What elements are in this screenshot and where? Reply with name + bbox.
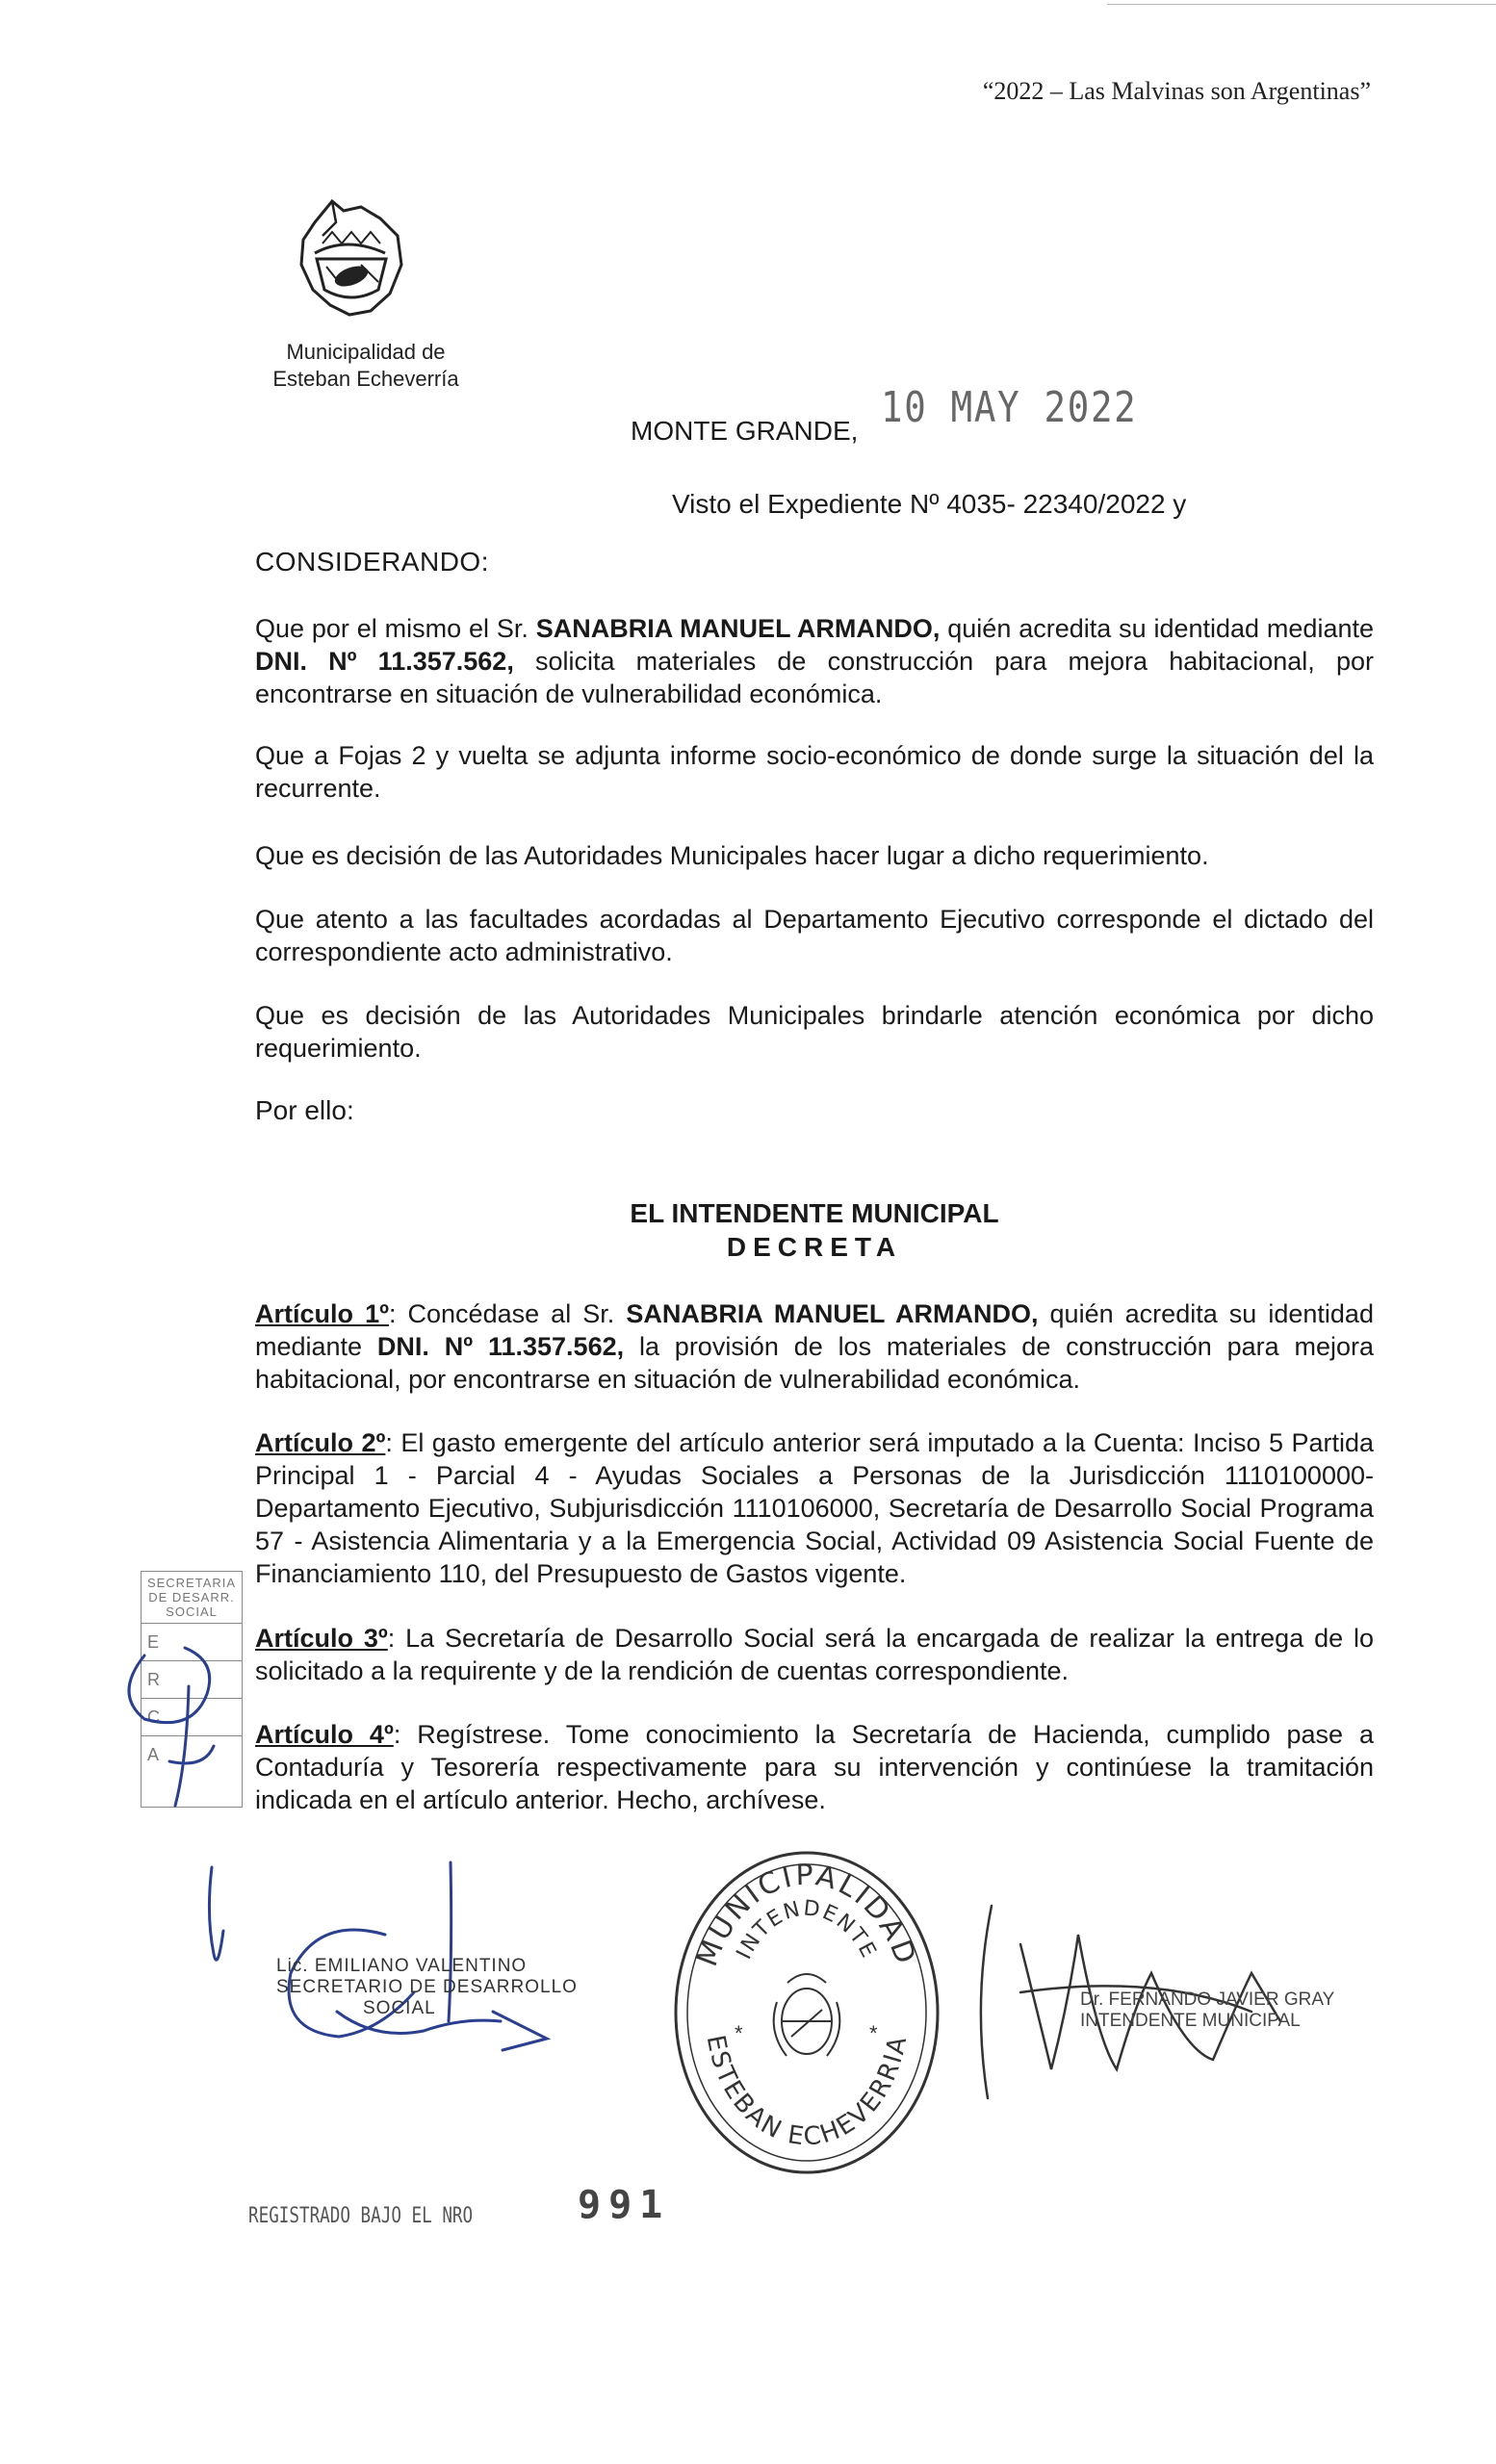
considerando-paragraph-4: Que atento a las facultades acordadas al Departamento Ejecutivo corresponde el dictado del correspondiente acto administrativo. bbox=[255, 905, 1374, 966]
municipal-crest-icon bbox=[294, 197, 404, 318]
side-stamp-row: R bbox=[142, 1661, 242, 1699]
left-signer-stamp bbox=[276, 1956, 578, 2019]
svg-text:*: * bbox=[869, 2021, 878, 2045]
side-stamp-row: A bbox=[147, 1745, 160, 1764]
left-margin-mark bbox=[209, 1867, 223, 1960]
article-1: Artículo 1º: Concédase al Sr. SANABRIA MANUEL ARMANDO, quién acredita su identidad mediante DNI. Nº 11.357.562, la provisión de los materiales de construcción para mejora habitacional, por encontrarse en situación de vulnerabilidad económica. bbox=[255, 1299, 1374, 1394]
right-signer-stamp bbox=[1080, 1989, 1334, 2032]
left-signer-title-2: SOCIAL bbox=[363, 1998, 436, 2018]
secretaria-side-stamp bbox=[141, 1571, 243, 1808]
considerando-paragraph-3: Que es decisión de las Autoridades Municipales hacer lugar a dicho requerimiento. bbox=[255, 841, 1209, 870]
scan-edge-line bbox=[1107, 4, 1496, 5]
left-signer-title: SECRETARIO DE DESARROLLO bbox=[276, 1977, 578, 1997]
year-motto: “2022 – Las Malvinas son Argentinas” bbox=[982, 77, 1371, 105]
side-stamp-title: SECRETARIA DE DESARR. SOCIAL bbox=[142, 1572, 242, 1624]
municipality-line1: Municipalidad de bbox=[286, 340, 446, 364]
date-stamp: 10 MAY 2022 bbox=[881, 383, 1138, 432]
por-ello-line: Por ello: bbox=[255, 1095, 354, 1125]
side-stamp-row: E bbox=[142, 1624, 242, 1661]
argentine-coat-of-arms-icon bbox=[774, 1974, 840, 2056]
article-2: Artículo 2º: El gasto emergente del artículo anterior será imputado a la Cuenta: Inciso 5 Partida Principal 1 - Parcial 4 - Ayudas Sociales a Personas de la Jurisdicción 1110100000- Departamento Ejecutivo, Subjurisdicción 1110106000, Secretaría de Desarrollo Social Programa 57 - Asistencia Alimentaria y a la Emergencia Social, Actividad 09 Asistencia Social Fuente de Financiamiento 110, del Presupuesto de Gastos vigente. bbox=[255, 1428, 1374, 1588]
municipality-line2: Esteban Echeverría bbox=[272, 367, 459, 391]
expediente-line: Visto el Expediente Nº 4035- 22340/2022 y bbox=[672, 489, 1187, 519]
seal-bottom-text: ESTEBAN ECHEVERRIA bbox=[700, 2032, 914, 2152]
left-signer-name: Lic. EMILIANO VALENTINO bbox=[276, 1956, 528, 1976]
considerando-paragraph-5: Que es decisión de las Autoridades Municipales brindarle atención económica por dicho requerimiento. bbox=[255, 1001, 1374, 1063]
considerando-heading: CONSIDERANDO: bbox=[255, 547, 489, 577]
article-4: Artículo 4º: Regístrese. Tome conocimiento la Secretaría de Hacienda, cumplido pase a Contaduría y Tesorería respectivamente para su intervención y continúese la tramitación indicada en el artículo anterior. Hecho, archívese. bbox=[255, 1720, 1375, 1814]
considerando-paragraph-1: Que por el mismo el Sr. SANABRIA MANUEL ARMANDO, quién acredita su identidad mediante DNI. Nº 11.357.562, solicita materiales de construcción para mejora habitacional, por encontrarse en situación de vulnerabilidad económica. bbox=[255, 614, 1374, 708]
considerando-paragraph-2: Que a Fojas 2 y vuelta se adjunta informe socio-económico de donde surge la situación del la recurrente. bbox=[255, 741, 1374, 803]
side-stamp-row: C bbox=[142, 1699, 242, 1736]
dateline-place: MONTE GRANDE, bbox=[631, 416, 859, 446]
decree-authority-heading: EL INTENDENTE MUNICIPAL bbox=[630, 1198, 999, 1228]
municipal-seal bbox=[671, 1848, 942, 2177]
decree-heading: DECRETA bbox=[726, 1232, 903, 1262]
registration-number: 991 bbox=[578, 2183, 671, 2227]
article-3: Artículo 3º: La Secretaría de Desarrollo Social será la encargada de realizar la entrega de lo solicitado a la requirente y de la rendición de cuentas correspondiente. bbox=[255, 1624, 1375, 1685]
municipality-name bbox=[250, 339, 481, 393]
seal-inner-text: INTENDENTE bbox=[732, 1896, 882, 1964]
registration-label: REGISTRADO BAJO EL NRO bbox=[248, 2204, 474, 2228]
right-signer-title: INTENDENTE MUNICIPAL bbox=[1080, 2011, 1301, 2031]
svg-text:ESTEBAN ECHEVERRIA bbox=[701, 2033, 914, 2152]
right-signer-name: Dr. FERNANDO JAVIER GRAY bbox=[1080, 1989, 1335, 2010]
seal-top-text: MUNICIPALIDAD bbox=[690, 1858, 923, 1971]
svg-text:*: * bbox=[735, 2021, 743, 2045]
